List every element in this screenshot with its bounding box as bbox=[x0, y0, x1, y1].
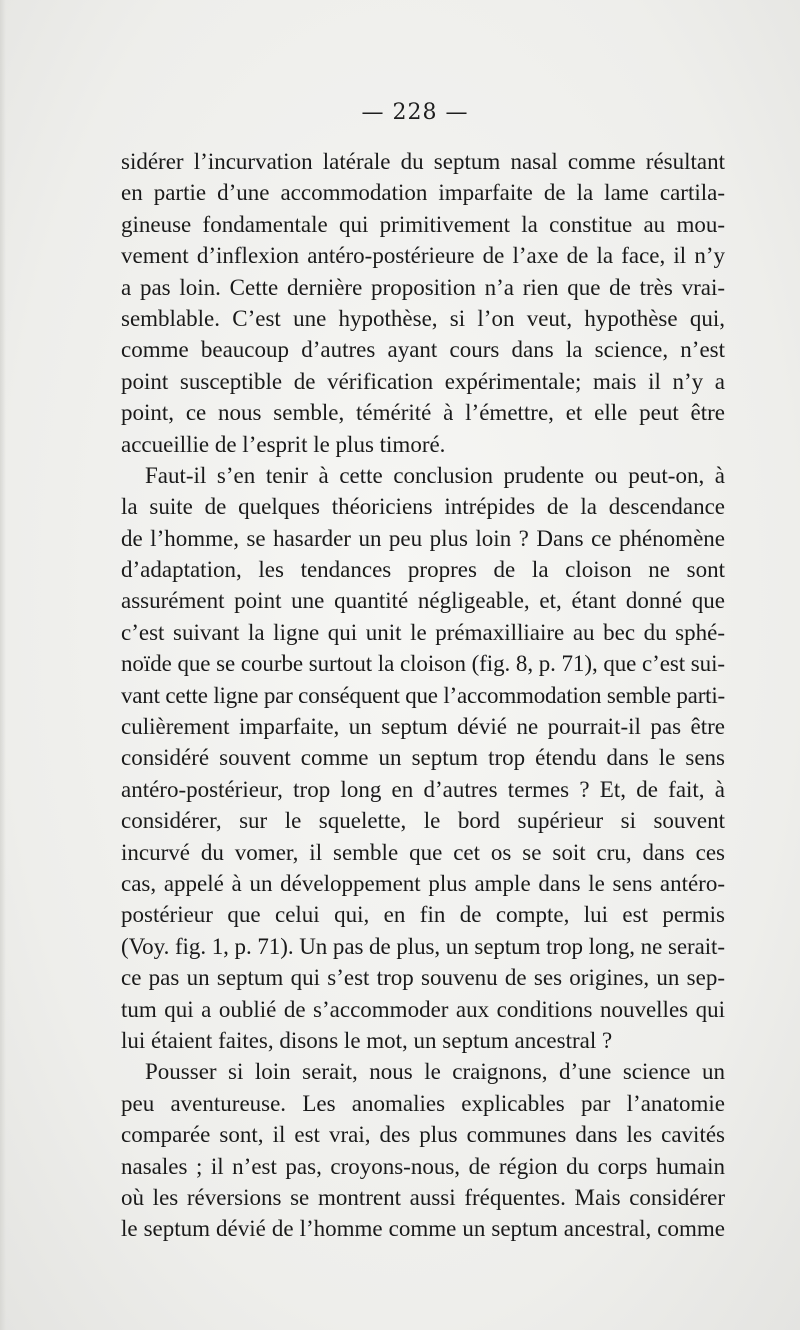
text-line: vant cette ligne par conséquent que l’accommodation semble parti- bbox=[121, 682, 725, 708]
text-line: d’adaptation, les tendances propres de la cloison ne sont bbox=[121, 557, 725, 583]
text-line: assurément point une quantité négligeable, et, étant donné que bbox=[121, 588, 725, 614]
text-line-indented: Faut-il s’en tenir à cette conclusion prudente ou peut-on, à bbox=[145, 462, 725, 488]
text-line: noïde que se courbe surtout la cloison (fig. 8, p. 71), que c’est sui- bbox=[121, 651, 725, 677]
page-edge-shadow bbox=[0, 0, 6, 1330]
text-line: (Voy. fig. 1, p. 71). Un pas de plus, un septum trop long, ne serait- bbox=[121, 933, 725, 959]
text-line: culièrement imparfaite, un septum dévié ne pourrait-il pas être bbox=[121, 714, 725, 740]
text-line-indented: Pousser si loin serait, nous le craignons, d’une science un bbox=[145, 1059, 725, 1085]
text-line-paragraph-end: lui étaient faites, disons le mot, un septum ancestral ? bbox=[121, 1027, 613, 1053]
text-line: gineuse fondamentale qui primitivement la constitue au mou- bbox=[121, 211, 725, 237]
text-line: postérieur que celui qui, en fin de compte, lui est permis bbox=[121, 902, 725, 928]
text-line: a pas loin. Cette dernière proposition n’a rien que de très vrai- bbox=[121, 274, 725, 300]
text-line: en partie d’une accommodation imparfaite de la lame cartila- bbox=[121, 180, 725, 206]
text-line: ce pas un septum qui s’est trop souvenu de ses origines, un sep- bbox=[121, 965, 725, 991]
text-line: nasales ; il n’est pas, croyons-nous, de région du corps humain bbox=[121, 1153, 725, 1179]
text-line: de l’homme, se hasarder un peu plus loin ? Dans ce phénomène bbox=[121, 525, 725, 551]
text-line: antéro-postérieur, trop long en d’autres termes ? Et, de fait, à bbox=[121, 776, 725, 802]
text-line: point, ce nous semble, témérité à l’émettre, et elle peut être bbox=[121, 400, 725, 426]
text-line: tum qui a oublié de s’accommoder aux conditions nouvelles qui bbox=[121, 996, 725, 1022]
text-line: point susceptible de vérification expérimentale; mais il n’y a bbox=[121, 368, 725, 394]
text-line: considérer, sur le squelette, le bord supérieur si souvent bbox=[121, 808, 725, 834]
text-line-paragraph-end: accueillie de l’esprit le plus timoré. bbox=[121, 431, 446, 457]
text-line: comparée sont, il est vrai, des plus communes dans les cavités bbox=[121, 1122, 725, 1148]
text-line: sidérer l’incurvation latérale du septum nasal comme résultant bbox=[121, 149, 725, 174]
text-line: considéré souvent comme un septum trop étendu dans le sens bbox=[121, 745, 725, 771]
body-text bbox=[121, 146, 725, 1245]
page-number: — 228 — bbox=[361, 100, 469, 125]
text-line: peu aventureuse. Les anomalies explicables par l’anatomie bbox=[121, 1090, 725, 1116]
text-line: semblable. C’est une hypothèse, si l’on veut, hypothèse qui, bbox=[121, 305, 725, 331]
text-line: c’est suivant la ligne qui unit le prémaxilliaire au bec du sphé- bbox=[121, 619, 725, 645]
text-line: comme beaucoup d’autres ayant cours dans la science, n’est bbox=[121, 337, 725, 363]
text-line: cas, appelé à un développement plus ample dans le sens antéro- bbox=[121, 870, 725, 896]
text-line: le septum dévié de l’homme comme un septum ancestral, comme bbox=[121, 1216, 725, 1242]
text-line: vement d’inflexion antéro-postérieure de l’axe de la face, il n’y bbox=[121, 243, 725, 269]
text-line: où les réversions se montrent aussi fréquentes. Mais considérer bbox=[121, 1184, 725, 1210]
text-line: la suite de quelques théoriciens intrépides de la descendance bbox=[121, 494, 725, 520]
text-line: incurvé du vomer, il semble que cet os se soit cru, dans ces bbox=[121, 839, 725, 865]
